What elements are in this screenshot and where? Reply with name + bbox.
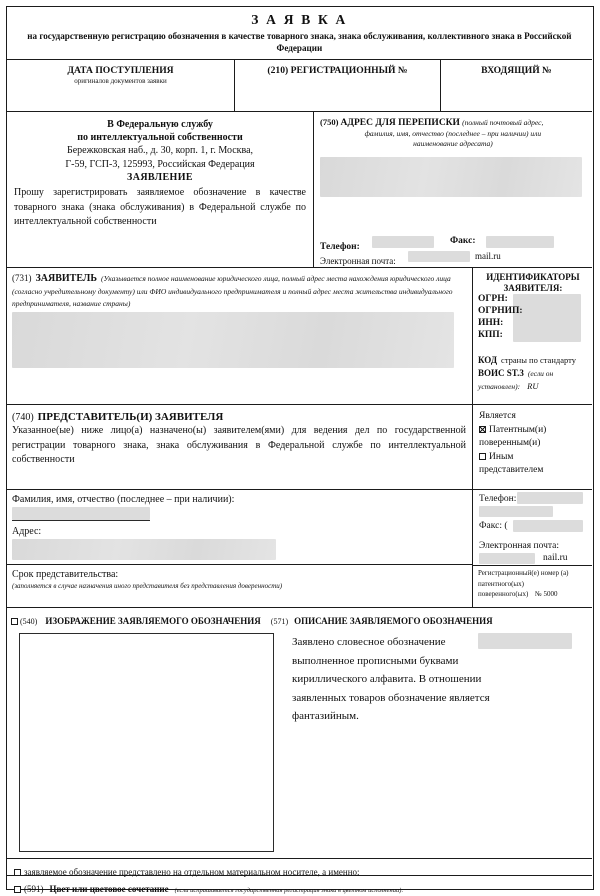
representative-email-label: Электронная почта: xyxy=(479,541,559,551)
representative-phone-redaction xyxy=(517,492,583,504)
color-combination-hint: (если испрашивается государственная регистрация знака в цветном исполнении): xyxy=(174,887,404,894)
registration-number-cell[interactable] xyxy=(235,60,441,112)
color-combination-checkbox-icon[interactable] xyxy=(14,886,21,893)
correspondence-block xyxy=(314,112,592,268)
option-other-representative-label-2: представителем xyxy=(479,465,544,475)
page-title: З А Я В К А xyxy=(251,12,348,27)
page-subtitle: на государственную регистрацию обозначения в качестве товарного знака, знака обслуживания, коллективного знака в Российской Федерации xyxy=(27,31,572,54)
correspondence-code: (750) xyxy=(320,117,339,127)
date-of-receipt-sublabel: оригиналов документов заявки xyxy=(74,77,167,85)
other-representative-checkbox-icon[interactable] xyxy=(479,453,486,460)
mark-description-line-2: выполненное прописными буквами xyxy=(292,654,459,667)
color-combination-title: Цвет или цветовое сочетание xyxy=(49,884,169,894)
statement-title: ЗАЯВЛЕНИЕ xyxy=(127,172,193,183)
correspondence-email-row xyxy=(320,251,586,266)
mark-image-checkbox-icon[interactable] xyxy=(11,618,18,625)
applicant-block xyxy=(7,268,473,405)
applicant-header xyxy=(12,272,467,310)
representative-address-cell[interactable] xyxy=(7,522,473,565)
date-of-receipt-cell xyxy=(7,60,235,112)
representative-term-label: Срок представительства: xyxy=(12,569,119,580)
correspondence-email-suffix: mail.ru xyxy=(475,251,501,261)
representative-body: Указанное(ые) ниже лицо(а) назначено(ы) заявителем(ями) для ведения дел по государственной регистрации товарного знака, знака обслуживания в Федеральной службе по интеллектуальной собственности xyxy=(12,425,466,465)
option-patent-attorney[interactable] xyxy=(479,424,588,438)
correspondence-hint-2: фамилия, имя, отчество (последнее – при наличии) или xyxy=(364,129,542,138)
registration-number-label: (210) РЕГИСТРАЦИОННЫЙ № xyxy=(267,65,408,76)
option-patent-attorney-label-2: поверенным(и) xyxy=(479,438,541,448)
representative-address-redaction xyxy=(12,539,276,560)
mark-description-code: (571) xyxy=(270,617,289,626)
correspondence-fax-redaction xyxy=(486,236,554,248)
mark-image-code: (540) xyxy=(20,617,38,626)
representative-fio-redaction xyxy=(12,507,150,520)
representative-header xyxy=(12,409,466,424)
representative-fio-cell[interactable] xyxy=(7,490,473,522)
mark-description-line-5: фантазийным. xyxy=(292,710,359,722)
representative-email-suffix: nail.ru xyxy=(543,553,568,563)
representative-phone-label: Телефон: xyxy=(479,494,517,504)
representative-type-block xyxy=(473,405,592,490)
attorney-reg-number-label-3: поверенного(ых) xyxy=(478,590,529,598)
kpp-label: КПП: xyxy=(478,330,503,340)
incoming-number-cell[interactable] xyxy=(441,60,592,112)
attorney-reg-number-label-2: патентного(ых) xyxy=(478,579,524,588)
inn-label: ИНН: xyxy=(478,318,504,328)
patent-attorney-checkbox-icon[interactable] xyxy=(479,426,486,433)
correspondence-hint-3: наименование адресата) xyxy=(413,139,493,148)
representative-title: ПРЕДСТАВИТЕЛЬ(И) ЗАЯВИТЕЛЯ xyxy=(37,411,224,423)
separate-carrier-label: заявляемое обозначение представлено на отдельном материальном носителе, а именно: xyxy=(24,867,360,877)
incoming-number-label: ВХОДЯЩИЙ № xyxy=(481,65,552,76)
mark-image-title: ИЗОБРАЖЕНИЕ ЗАЯВЛЯЕМОГО ОБОЗНАЧЕНИЯ xyxy=(45,616,261,626)
attorney-reg-number-label-1: Регистрационный(е) номер (а) xyxy=(478,569,569,577)
addressee-line-1: В Федеральную службу xyxy=(107,119,213,130)
mark-headers-row xyxy=(7,608,592,626)
attorney-registration-number-cell xyxy=(473,565,592,608)
separate-carrier-row[interactable] xyxy=(7,858,592,875)
identifiers-title-line-2: ЗАЯВИТЕЛЯ: xyxy=(503,283,563,293)
country-code-label-bold: КОД xyxy=(478,355,498,365)
applicant-value-redaction xyxy=(12,312,454,368)
representative-phone-redaction-2 xyxy=(479,506,553,517)
representative-block xyxy=(7,405,473,490)
country-code-hint: (если он установлен): xyxy=(478,369,554,391)
addressee-line-2: по интеллектуальной собственности xyxy=(77,132,243,143)
form-header xyxy=(7,7,592,60)
addressee-line-4: Г-59, ГСП-3, 125993, Российская Федерация xyxy=(65,158,255,170)
representative-contacts-block xyxy=(473,490,592,565)
correspondence-phone-label: Телефон: xyxy=(320,242,360,252)
representative-term-cell[interactable] xyxy=(7,565,473,608)
representative-fio-label: Фамилия, имя, отчество (последнее – при наличии): xyxy=(12,494,235,505)
representative-fax-label: Факс: ( xyxy=(479,521,508,531)
mark-description-line-4: заявленных товаров обозначение является xyxy=(292,691,490,704)
representative-address-label: Адрес: xyxy=(12,526,42,537)
mark-description-redaction xyxy=(478,633,572,649)
country-code-label-rest: страны по стандарту xyxy=(501,355,576,365)
representative-fax-redaction xyxy=(513,520,583,532)
correspondence-hint-1: (полный почтовый адрес, xyxy=(462,118,544,127)
mark-description-title: ОПИСАНИЕ ЗАЯВЛЯЕМОГО ОБОЗНАЧЕНИЯ xyxy=(294,616,493,626)
representative-fio-underline xyxy=(12,520,150,521)
option-other-representative[interactable] xyxy=(479,451,588,465)
applicant-code: (731) xyxy=(12,273,32,283)
option-patent-attorney-label-1: Патентным(и) xyxy=(489,424,547,435)
identifiers-values-redaction xyxy=(513,294,581,342)
mark-description-line-1: Заявлено словесное обозначение xyxy=(292,636,446,648)
form-outer-frame xyxy=(6,6,594,894)
ogrnip-label: ОГРНИП: xyxy=(478,306,523,316)
wipo-standard-label: ВОИС ST.3 xyxy=(478,368,524,378)
correspondence-fax-label: Факс: xyxy=(450,236,476,246)
attorney-reg-number-value: № 5000 xyxy=(535,590,558,598)
addressee-block xyxy=(7,112,314,268)
date-of-receipt-label: ДАТА ПОСТУПЛЕНИЯ xyxy=(67,65,174,76)
statement-body: Прошу зарегистрировать заявляемое обозначение в качестве товарного знака (знака обслуживания) в Федеральной службе по интеллектуальной собственности xyxy=(14,187,306,227)
identifiers-block xyxy=(473,268,592,405)
option-patent-attorney-label-2-row xyxy=(479,437,588,451)
correspondence-address-redaction xyxy=(320,157,582,197)
color-combination-row[interactable] xyxy=(7,875,592,894)
correspondence-header xyxy=(320,117,586,129)
country-code-block xyxy=(478,353,586,392)
correspondence-phone-redaction xyxy=(372,236,434,248)
correspondence-phone-row xyxy=(320,236,586,251)
country-code-value: RU xyxy=(527,381,539,391)
representative-type-label: Является xyxy=(479,411,516,421)
correspondence-email-label: Электронная почта: xyxy=(320,256,396,266)
mark-description-line-3: кириллического алфавита. В отношении xyxy=(292,673,482,685)
color-combination-code: (591) xyxy=(24,884,44,894)
mark-image-box[interactable] xyxy=(19,633,274,852)
attorney-reg-number-label-3-row xyxy=(478,589,589,600)
option-other-representative-label-2-row xyxy=(479,464,588,478)
applicant-title: ЗАЯВИТЕЛЬ xyxy=(35,273,97,284)
option-other-representative-label-1: Иным xyxy=(489,451,514,462)
addressee-line-3: Бережковская наб., д. 30, корп. 1, г. Москва, xyxy=(66,145,254,156)
representative-email-redaction xyxy=(479,553,535,564)
ogrn-label: ОГРН: xyxy=(478,294,508,304)
representative-term-hint: (заполняется в случае назначения иного представителя без представления доверенности) xyxy=(12,582,283,590)
correspondence-email-redaction xyxy=(408,251,470,262)
applicant-hint: (Указывается полное наименование юридического лица, полный адрес места нахождения юридического лица (согласно учредительному документу) или ФИО индивидуального предпринимателя и полный адрес места жительства индивидуального предпринимателя, название страны) xyxy=(12,274,453,308)
correspondence-title: АДРЕС ДЛЯ ПЕРЕПИСКИ xyxy=(340,118,460,128)
identifiers-title-line-1: ИДЕНТИФИКАТОРЫ xyxy=(486,272,580,282)
mark-description-text xyxy=(292,633,591,733)
representative-code: (740) xyxy=(12,412,34,423)
